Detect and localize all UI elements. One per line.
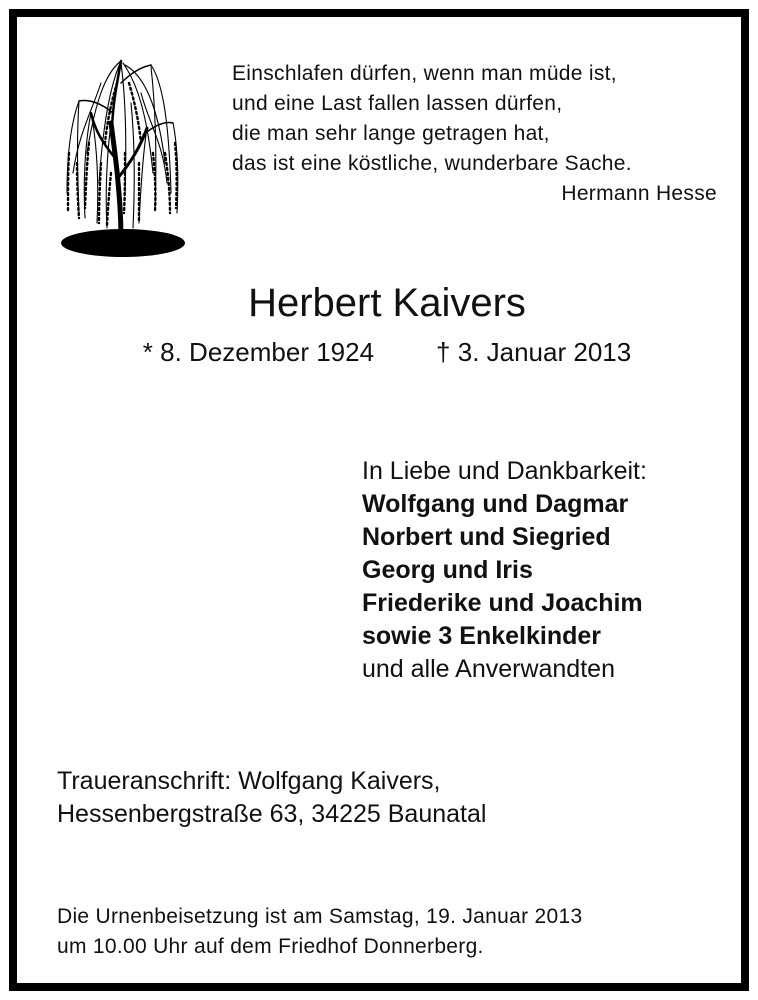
mourners-block [362, 455, 647, 686]
mourner-name: Georg und Iris [362, 556, 533, 584]
poem-line: Einschlafen dürfen, wenn man müde ist, [232, 62, 617, 85]
address-line: Traueranschrift: Wolfgang Kaivers, [57, 767, 441, 795]
mourner-name: Norbert und Siegried [362, 523, 611, 551]
mourners-intro: In Liebe und Dankbarkeit: [362, 457, 647, 485]
death-date: † 3. Januar 2013 [436, 337, 632, 367]
birth-date: * 8. Dezember 1924 [142, 337, 375, 367]
obituary-notice [9, 9, 749, 991]
poem-quote [232, 59, 717, 209]
notice-line: Die Urnenbeisetzung ist am Samstag, 19. Januar 2013 [57, 905, 583, 928]
mourning-address [57, 765, 486, 831]
weeping-willow-icon [55, 43, 187, 261]
poem-line: die man sehr lange getragen hat, [232, 122, 550, 145]
mourner-name: Friederike und Joachim [362, 589, 643, 617]
poem-line: das ist eine köstliche, wunderbare Sache. [232, 152, 632, 175]
life-dates [17, 335, 757, 369]
poem-line: und eine Last fallen lassen dürfen, [232, 92, 563, 115]
deceased-name: Herbert Kaivers [248, 281, 526, 325]
mourner-name: sowie 3 Enkelkinder [362, 622, 601, 650]
address-line: Hessenbergstraße 63, 34225 Baunatal [57, 800, 487, 828]
notice-line: um 10.00 Uhr auf dem Friedhof Donnerberg. [57, 935, 484, 958]
mourners-closing: und alle Anverwandten [362, 655, 615, 683]
burial-notice [57, 902, 582, 962]
mourner-name: Wolfgang und Dagmar [362, 490, 629, 518]
poem-author: Hermann Hesse [561, 182, 717, 205]
